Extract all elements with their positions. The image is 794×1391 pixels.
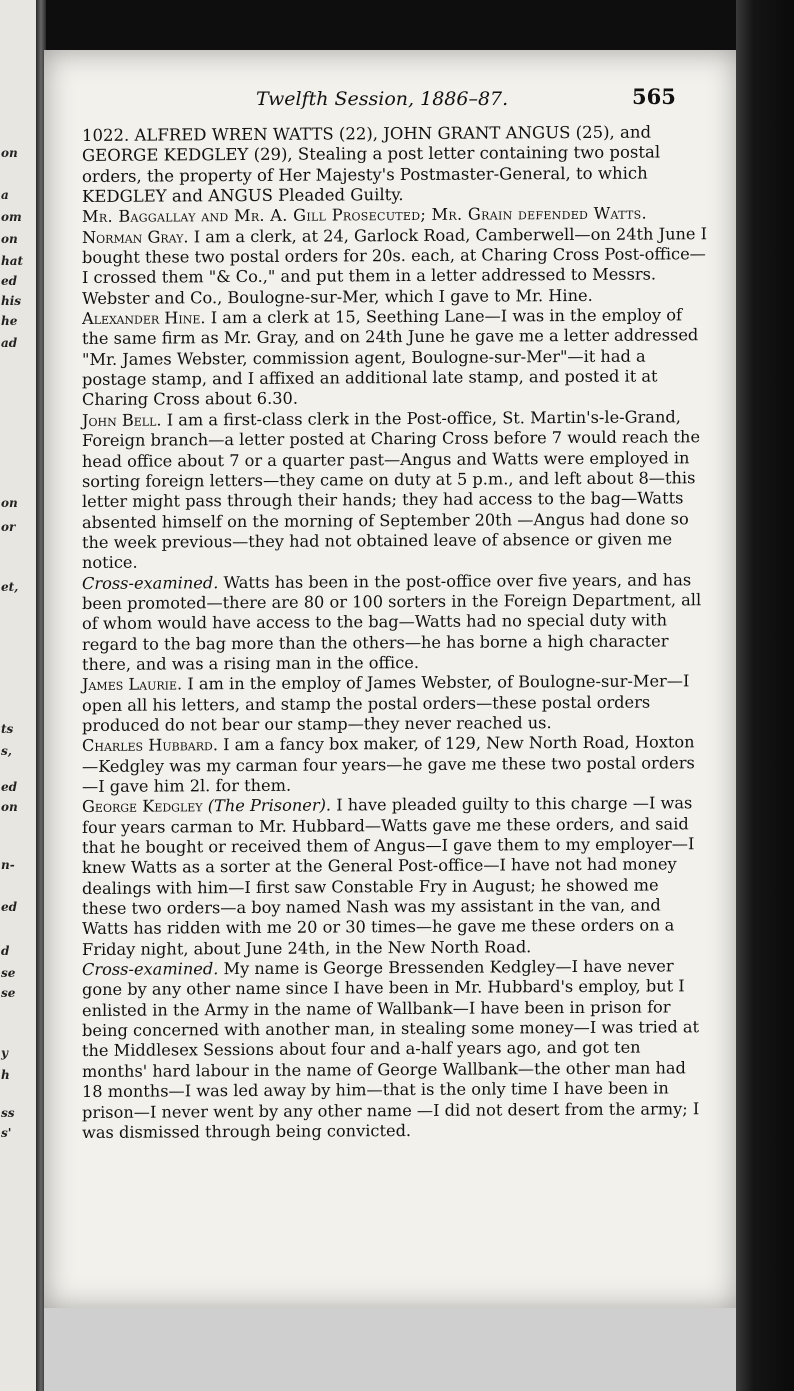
- margin-fragment: on: [1, 800, 18, 814]
- margin-fragment: h: [1, 1068, 10, 1082]
- margin-fragment: ts: [1, 722, 14, 736]
- margin-fragment: et,: [1, 580, 19, 594]
- testimony-paragraph: [82, 956, 708, 1143]
- book-page: [44, 50, 738, 1310]
- testimony-paragraph: [82, 732, 708, 797]
- witness-name: Norman Gray.: [82, 227, 189, 247]
- cross-examined-label: Cross-examined.: [82, 959, 219, 980]
- page-number: 565: [632, 84, 676, 109]
- case-number: 1022.: [82, 125, 130, 145]
- margin-fragment: hat: [1, 254, 24, 268]
- case-heading-text: ALFRED WREN WATTS (22), JOHN GRANT ANGUS (25), and GEORGE KEDGLEY (29), Stealing a post letter containing two postal orders, the property of Her Majesty's Postmaster-General, to which KEDGLEY and ANGUS Pleaded Guilty.: [82, 122, 661, 207]
- page-edge-right: [736, 0, 794, 1391]
- margin-fragment: ed: [1, 274, 18, 288]
- margin-fragment: d: [1, 944, 10, 958]
- margin-fragment: on: [1, 232, 18, 246]
- testimony-paragraph: [82, 570, 708, 676]
- running-header: [44, 84, 738, 116]
- margin-fragment: a: [1, 188, 9, 202]
- page-body: [82, 122, 708, 1143]
- case-heading: [82, 122, 708, 207]
- testimony-paragraph: [82, 224, 708, 309]
- margin-fragment: or: [1, 520, 16, 534]
- counsel-text: Mr. Baggallay and Mr. A. Gill Prosecuted; Mr. Grain defended Watts.: [82, 203, 647, 227]
- scan-bottom-band: [44, 1308, 736, 1391]
- margin-fragment: se: [1, 966, 16, 980]
- testimony-paragraph: [82, 671, 708, 736]
- testimony-paragraph: [82, 794, 708, 961]
- testimony-paragraph: [82, 305, 708, 411]
- testimony-paragraph: [82, 407, 708, 574]
- margin-fragment: n-: [1, 858, 15, 872]
- margin-fragment: he: [1, 314, 18, 328]
- witness-name: Alexander Hine.: [82, 308, 206, 329]
- margin-fragment: se: [1, 986, 16, 1000]
- testimony-text: I am a clerk, at 24, Garlock Road, Camberwell—on 24th June I bought these two postal orders for 20s. each, at Charing Cross Post-office—I crossed them "& Co.," and put them in a letter addressed to Messrs. Webster and Co., Boulogne-sur-Mer, which I gave to Mr. Hine.: [82, 223, 708, 308]
- margin-fragment: ed: [1, 900, 18, 914]
- testimony-text: I am a clerk at 15, Seething Lane—I was in the employ of the same firm as Mr. Gray, and on 24th June he gave me a letter addressed "Mr. James Webster, commission agent, Boulogne-sur-Mer"—it had a postage stamp, and I affixed an additional late stamp, and posted it at Charing Cross about 6.30.: [82, 305, 699, 410]
- testimony-text: I have pleaded guilty to this charge —I was four years carman to Mr. Hubbard—Watts gave me these orders, and said that he bought or received them of Angus—I gave them to my employer—I knew Watts as a sorter at the General Post-office—I have not had money dealings with him—I first saw Constable Fry in August; he showed me these two orders—a boy named Nash was my assistant in the van, and Watts has ridden with me 20 or 30 times—he gave me these orders on a Friday night, about June 24th, in the New North Road.: [82, 793, 695, 959]
- adjacent-page-sliver: [0, 0, 38, 1391]
- margin-fragment: ss: [1, 1106, 15, 1120]
- margin-fragment: om: [1, 210, 22, 224]
- margin-fragment: on: [1, 146, 18, 160]
- witness-name: Charles Hubbard.: [82, 735, 218, 756]
- witness-name: James Laurie.: [82, 674, 183, 695]
- margin-fragment: s': [1, 1126, 12, 1140]
- witness-note: (The Prisoner).: [207, 795, 332, 816]
- margin-fragment: y: [1, 1046, 8, 1060]
- testimony-text: I am a first-class clerk in the Post-office, St. Martin's-le-Grand, Foreign branch—a letter posted at Charing Cross before 7 would reach the head office about 7 or a quarter past—Angus and Watts were employed in sorting foreign letters—they came on duty at 5 p.m., and left about 8—this letter might pass through their hands; they had access to the bag—Watts absented himself on the morning of September 20th —Angus had done so the week previous—they had not obtained leave of absence or given me notice.: [82, 407, 701, 573]
- margin-fragment: on: [1, 496, 18, 510]
- testimony-text: I am in the employ of James Webster, of Boulogne-sur-Mer—I open all his letters, and stamp the postal orders—these postal orders produced do not bear our stamp—they never reached us.: [82, 671, 690, 735]
- cross-examined-label: Cross-examined.: [82, 572, 219, 593]
- witness-name: George Kedgley: [82, 796, 203, 817]
- witness-name: John Bell.: [82, 410, 162, 430]
- margin-fragment: his: [1, 294, 22, 308]
- margin-fragment: ed: [1, 780, 18, 794]
- margin-fragment: ad: [1, 336, 18, 350]
- testimony-text: I am a fancy box maker, of 129, New North Road, Hoxton—Kedgley was my carman four years—he gave me these two postal orders—I gave him 2l. for them.: [82, 732, 695, 796]
- testimony-text: My name is George Bressenden Kedgley—I have never gone by any other name since I have been in Mr. Hubbard's employ, but I enlisted in the Army in the name of Wallbank—I have been in prison for being concerned with another man, in stealing some money—I was tried at the Middlesex Sessions about four and a-half years ago, and got ten months' hard labour in the name of George Wallbank—the other man had 18 months—I was led away by him—that is the only time I have been in prison—I never went by any other name —I did not desert from the army; I was dismissed through being convicted.: [82, 956, 700, 1142]
- testimony-text: Watts has been in the post-office over five years, and has been promoted—there are 80 or 100 sorters in the Foreign Department, all of whom would have access to the bag—Watts had no special duty with regard to the bag more than the others—he has borne a high character there, and was a rising man in the office.: [82, 569, 702, 674]
- margin-fragment: s,: [1, 744, 12, 758]
- session-title: Twelfth Session, 1886–87.: [256, 88, 509, 110]
